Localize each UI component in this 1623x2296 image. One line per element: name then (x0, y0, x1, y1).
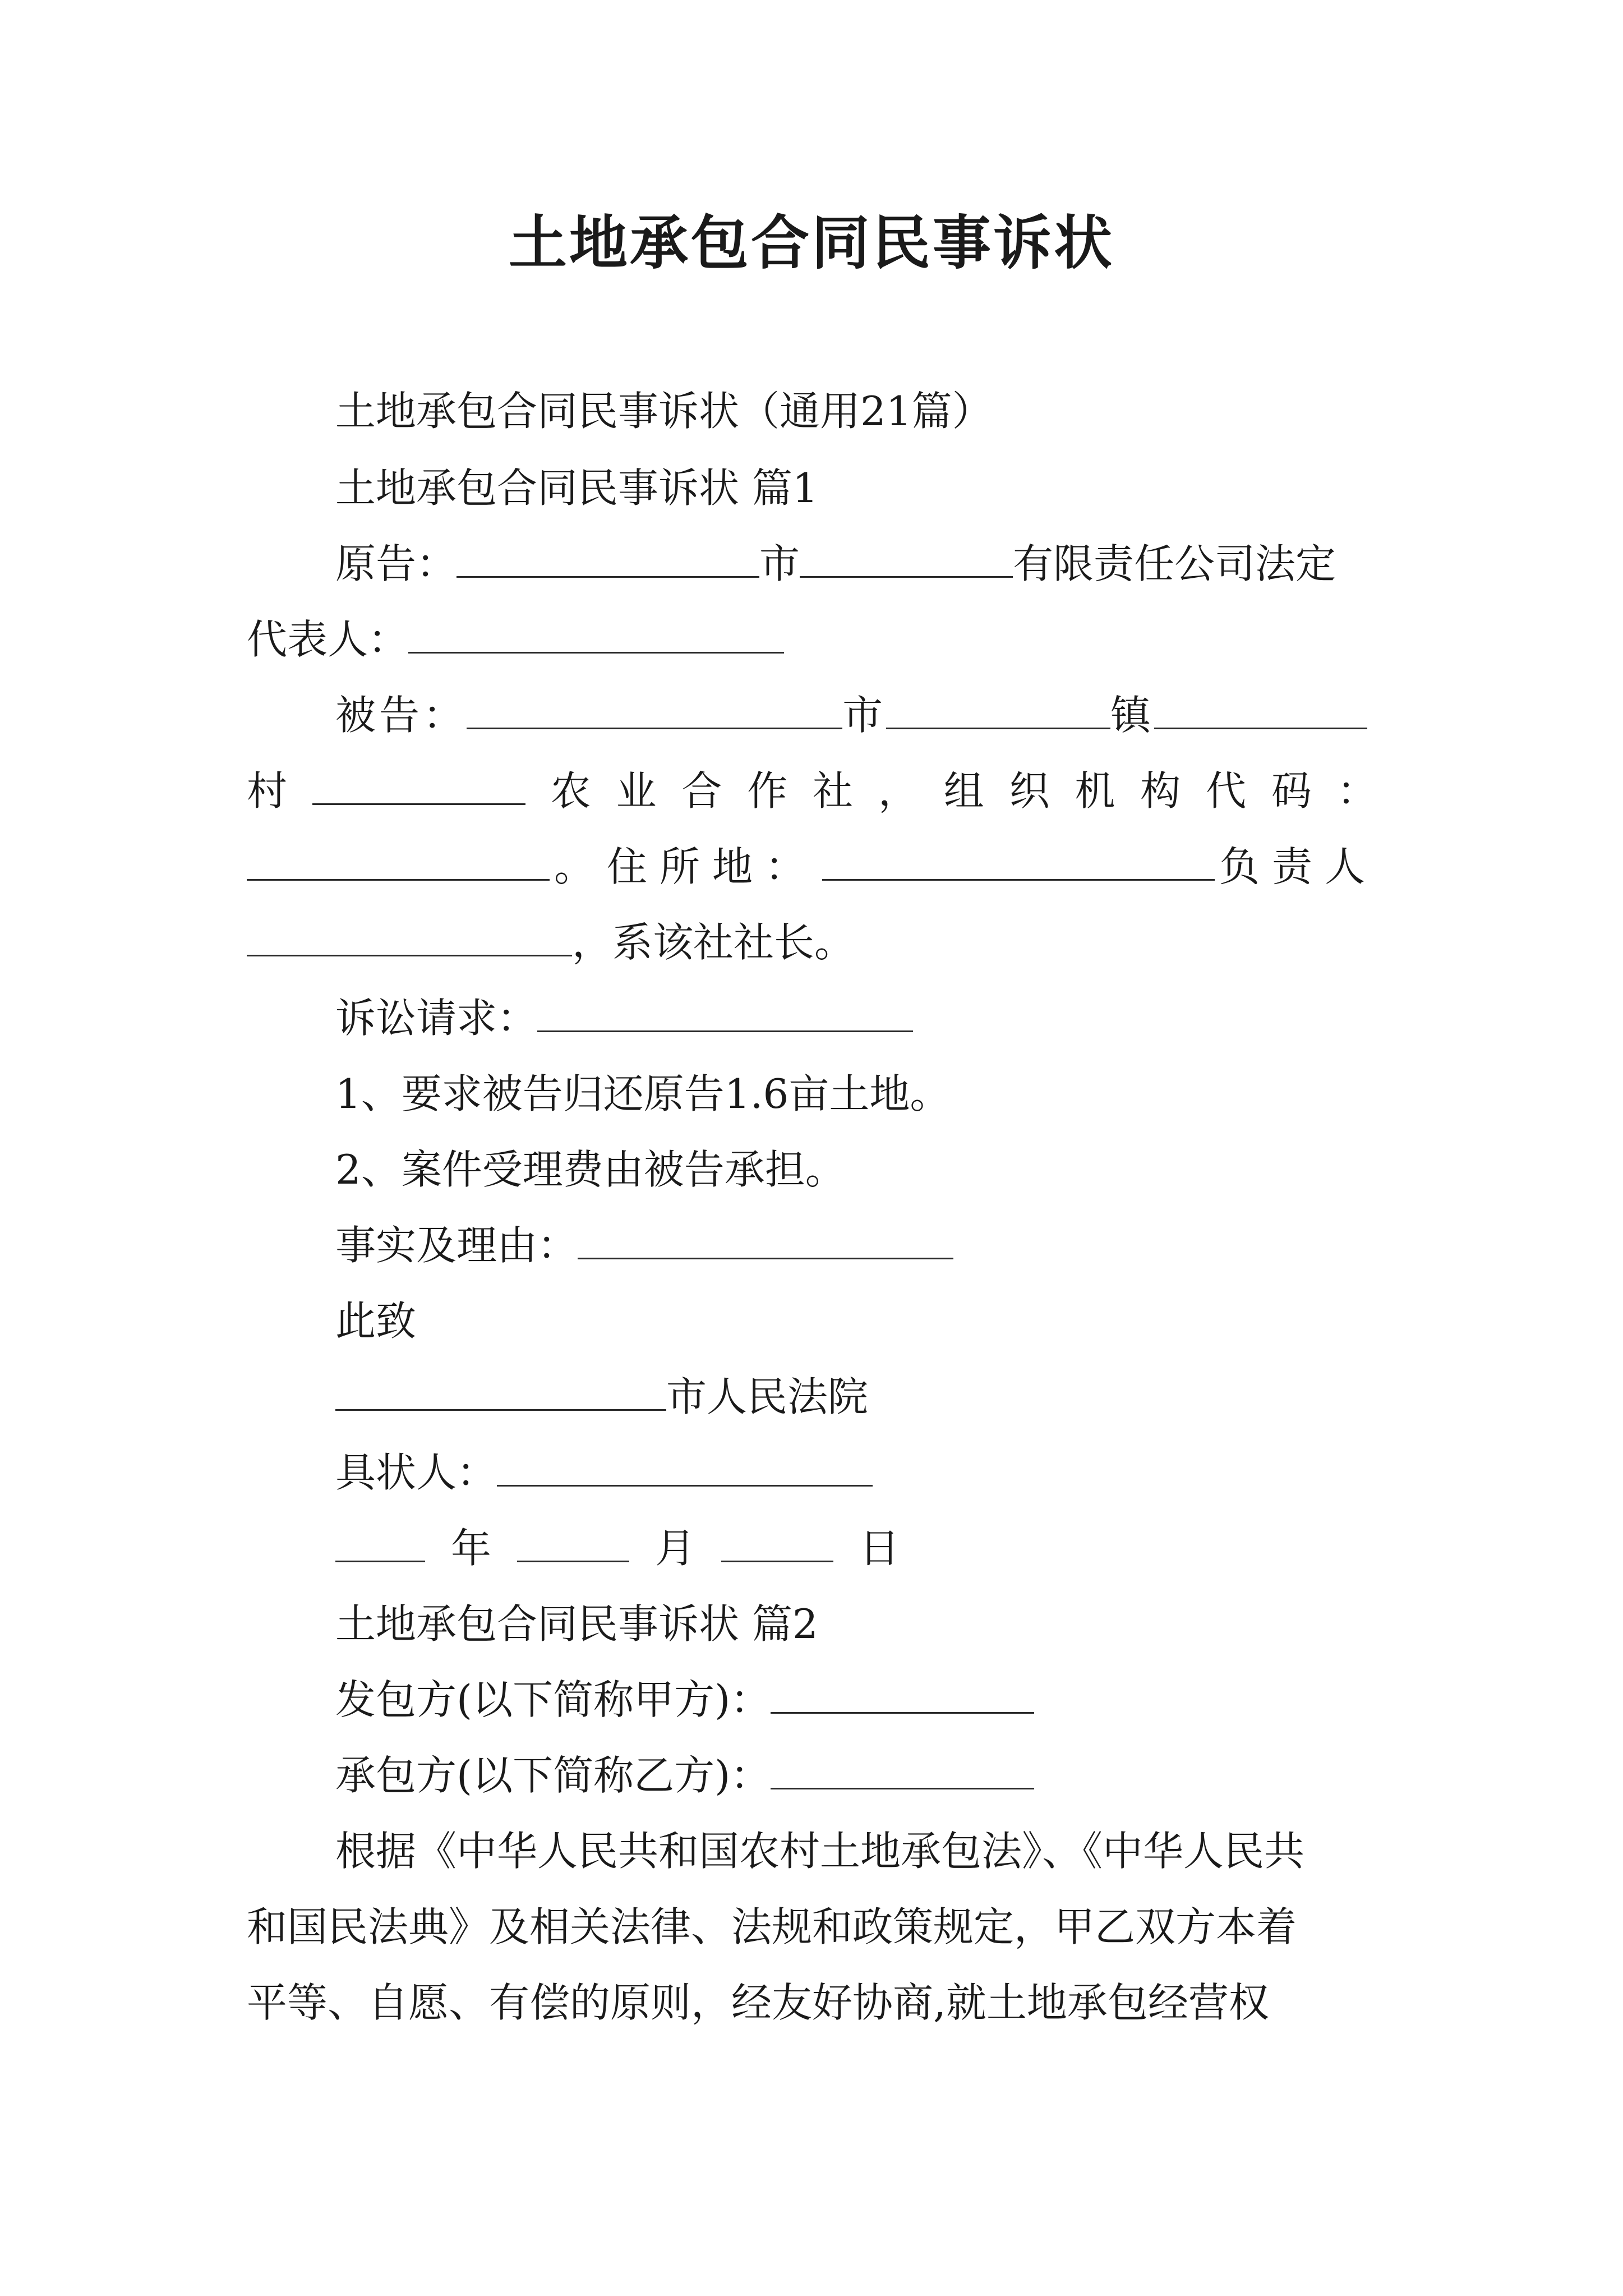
blank-field[interactable] (335, 1371, 666, 1411)
section-heading-2: 土地承包合同民事诉状 篇2 (335, 1600, 818, 1648)
blank-field[interactable] (247, 841, 550, 881)
blank-field[interactable] (578, 1220, 953, 1259)
blank-field[interactable] (408, 614, 784, 654)
blank-field[interactable] (312, 765, 525, 805)
representative-line: 代表人： (247, 611, 784, 668)
subtitle-line: 土地承包合同民事诉状（通用21篇） (335, 388, 993, 435)
blank-field[interactable] (822, 841, 1215, 881)
blank-field[interactable] (886, 689, 1110, 729)
blank-field[interactable] (771, 1750, 1034, 1789)
blank-field[interactable] (771, 1674, 1034, 1714)
salutation: 此致 (335, 1297, 417, 1345)
party-b-line: 承包方(以下简称乙方)： (335, 1747, 1034, 1803)
claims-line: 诉讼请求： (335, 990, 913, 1046)
body-paragraph-line: 根据《中华人民共和国农村土地承包法》、《中华人民共 (335, 1828, 1305, 1875)
defendant-label: 被告： (335, 692, 467, 739)
party-a-line: 发包方(以下简称甲方)： (335, 1672, 1034, 1728)
address-line: 。住所地： 负责人 (247, 839, 1377, 895)
court-line: 市人民法院 (335, 1369, 868, 1425)
blank-field[interactable] (1154, 689, 1367, 729)
blank-field[interactable] (800, 538, 1013, 578)
body-paragraph-line: 平等、自愿、有偿的原则，经友好协商,就土地承包经营权 (247, 1979, 1269, 2026)
claim-item-1: 1、要求被告归还原告1.6亩土地。 (335, 1070, 951, 1117)
head-line: ，系该社社长。 (247, 914, 855, 970)
blank-field[interactable] (247, 917, 572, 956)
blank-field[interactable] (517, 1522, 629, 1562)
filer-line: 具状人： (335, 1444, 873, 1501)
defendant-line: 被告： 市 镇 (335, 687, 1367, 743)
body-paragraph-line: 和国民法典》及相关法律、法规和政策规定，甲乙双方本着 (247, 1903, 1297, 1950)
blank-field[interactable] (467, 689, 842, 729)
claim-item-2: 2、案件受理费由被告承担。 (335, 1146, 846, 1193)
section-heading-1: 土地承包合同民事诉状 篇1 (335, 464, 818, 512)
facts-line: 事实及理由： (335, 1217, 953, 1273)
blank-field[interactable] (457, 538, 759, 578)
blank-field[interactable] (721, 1522, 833, 1562)
document-title: 土地承包合同民事诉状 (508, 209, 1114, 277)
date-line: 年 月 日 (335, 1520, 900, 1576)
cooperative-line: 村 农 业 合 作 社 ， 组 织 机 构 代 码 ： (247, 763, 1377, 819)
plaintiff-line: 原告： 市 有限责任公司法定 (335, 536, 1336, 592)
plaintiff-label: 原告： (335, 540, 457, 587)
blank-field[interactable] (497, 1447, 873, 1487)
blank-field[interactable] (537, 992, 913, 1032)
blank-field[interactable] (335, 1522, 425, 1562)
